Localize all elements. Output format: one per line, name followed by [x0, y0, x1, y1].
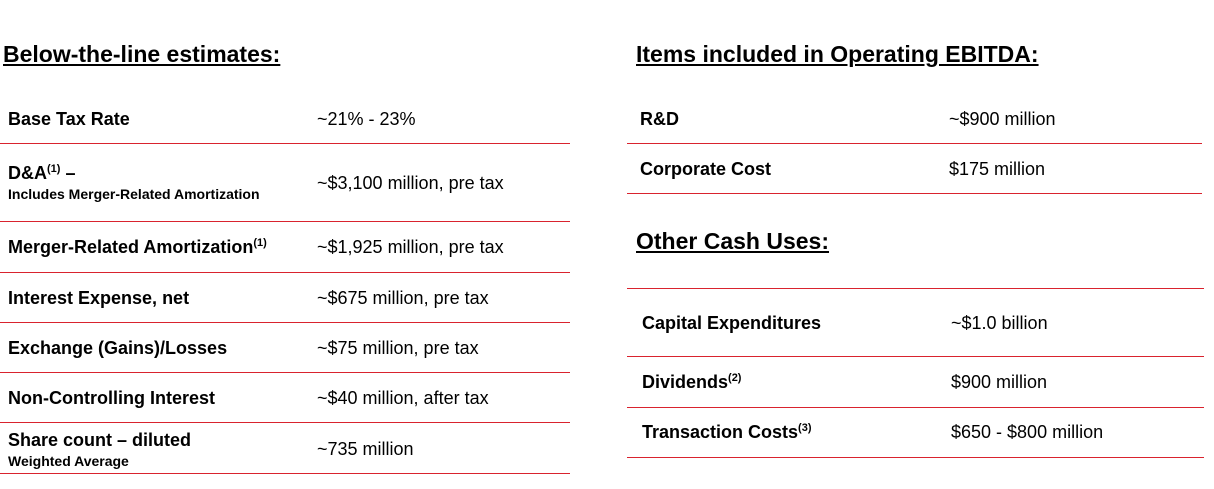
row-label: Interest Expense, net — [8, 288, 190, 308]
row-interest-expense — [0, 273, 570, 323]
row-value: ~735 million — [317, 439, 414, 459]
row-label: Base Tax Rate — [8, 109, 130, 129]
row-label-suffix: – — [60, 163, 76, 183]
row-label: Corporate Cost — [640, 159, 772, 179]
footnote-ref: (1) — [253, 237, 267, 249]
row-label-text: Dividends — [642, 372, 729, 392]
row-value: ~$75 million, pre tax — [317, 338, 479, 358]
row-label-text: D&A — [8, 163, 47, 183]
row-label — [642, 422, 812, 443]
row-label: Exchange (Gains)/Losses — [8, 338, 228, 358]
row-label: Non-Controlling Interest — [8, 388, 215, 408]
row-sublabel: Weighted Average — [8, 453, 129, 469]
row-value: $900 million — [951, 372, 1048, 392]
row-value: ~$900 million — [949, 109, 1056, 129]
row-label — [642, 372, 741, 393]
row-label — [8, 430, 191, 469]
row-value: ~$675 million, pre tax — [317, 288, 489, 308]
row-value: $650 - $800 million — [951, 422, 1104, 442]
row-label: R&D — [640, 109, 679, 129]
row-transaction-costs — [627, 408, 1204, 458]
row-label-text: Merger-Related Amortization — [8, 237, 254, 257]
row-label-text: Share count – diluted — [8, 430, 192, 450]
row-base-tax-rate — [0, 97, 570, 144]
row-r-and-d — [627, 97, 1202, 144]
row-capital-expenditures — [627, 289, 1204, 357]
row-non-controlling-interest — [0, 373, 570, 423]
row-exchange-gains-losses — [0, 323, 570, 373]
row-share-count — [0, 423, 570, 474]
row-merger-related-amortization — [0, 222, 570, 273]
below-the-line-heading: Below-the-line estimates: — [3, 41, 281, 67]
footnote-ref: (2) — [728, 372, 742, 384]
row-value: ~$1.0 billion — [951, 313, 1048, 333]
row-label — [8, 237, 267, 258]
other-cash-uses-heading: Other Cash Uses: — [636, 228, 830, 254]
footnote-ref: (1) — [47, 163, 61, 175]
footnote-ref: (3) — [798, 422, 812, 434]
row-label-text: Transaction Costs — [642, 422, 799, 442]
row-corporate-cost — [627, 144, 1202, 194]
operating-ebitda-heading: Items included in Operating EBITDA: — [636, 41, 1039, 67]
row-sublabel: Includes Merger-Related Amortization — [8, 186, 260, 202]
row-dividends — [627, 357, 1204, 408]
row-value: ~$3,100 million, pre tax — [317, 173, 504, 193]
row-label: Capital Expenditures — [642, 313, 822, 333]
row-value: ~$1,925 million, pre tax — [317, 237, 504, 257]
row-d-and-a — [0, 144, 570, 222]
row-value: $175 million — [949, 159, 1046, 179]
row-value: ~21% - 23% — [317, 109, 416, 129]
row-value: ~$40 million, after tax — [317, 388, 489, 408]
row-label — [8, 163, 260, 202]
